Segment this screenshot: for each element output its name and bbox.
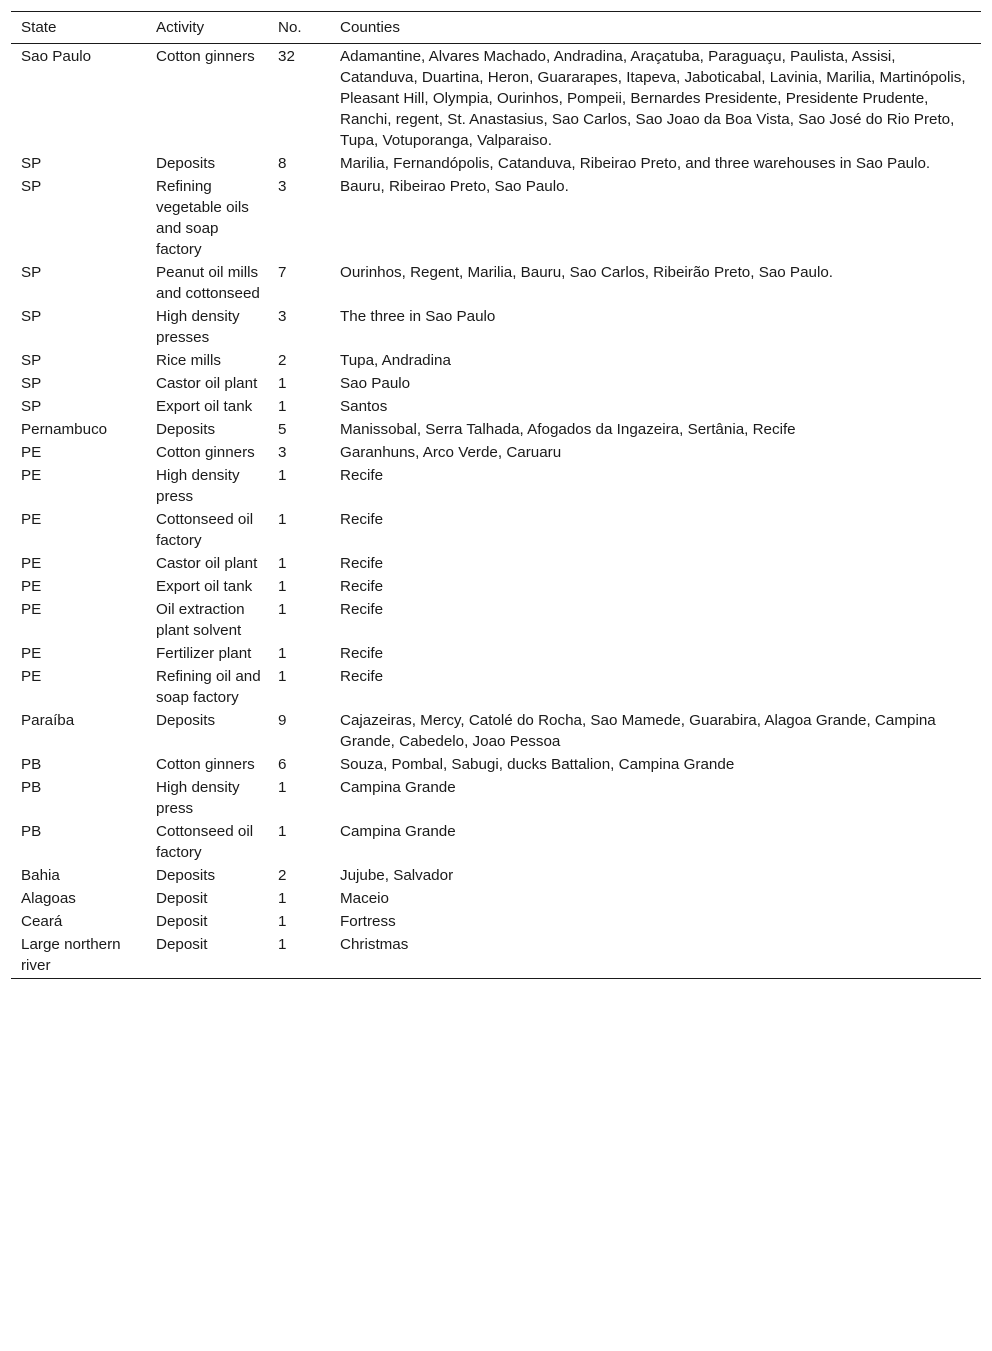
cell-state: Sao Paulo (21, 48, 92, 65)
cell-counties: Recife (340, 601, 384, 618)
cell-counties: Christmas (330, 933, 981, 979)
cell-state: SP (21, 375, 42, 392)
cell-counties: Marilia, Fernandópolis, Catanduva, Ribeirao Preto, and three warehouses in Sao Paulo. (340, 155, 931, 172)
cell-state: SP (21, 264, 42, 281)
cell-number: 6 (278, 756, 287, 773)
table-row (11, 175, 981, 261)
table-row (11, 910, 981, 933)
cell-activity: Cotton ginners (156, 444, 255, 461)
cell-state: PE (21, 578, 42, 595)
table-row (11, 753, 981, 776)
cell-counties: Campina Grande (340, 823, 456, 840)
cell-state: SP (21, 352, 42, 369)
header-row (11, 12, 981, 44)
table-row (11, 642, 981, 665)
cell-counties: Recife (340, 578, 384, 595)
table-header (11, 12, 981, 44)
cell-activity: High density presses (156, 308, 240, 346)
table-row (11, 933, 981, 979)
cell-activity: Deposits (156, 155, 216, 172)
cell-number: 5 (278, 421, 287, 438)
cell-state: PE (21, 668, 42, 685)
table-row (11, 552, 981, 575)
cell-activity: Deposit (156, 913, 208, 930)
cell-activity: High density press (156, 467, 240, 505)
cell-activity: Castor oil plant (156, 555, 258, 572)
cell-activity: Cottonseed oil factory (156, 823, 254, 861)
table-row (11, 508, 981, 552)
cell-number: 1 (278, 375, 287, 392)
cell-counties: Recife (340, 511, 384, 528)
cell-activity: Deposits (156, 867, 216, 884)
cell-number: 1 (278, 668, 287, 685)
cell-number: 1 (278, 890, 287, 907)
table-row (11, 598, 981, 642)
data-table (11, 11, 981, 979)
cell-counties: Tupa, Andradina (340, 352, 451, 369)
table-row (11, 441, 981, 464)
table-row (11, 864, 981, 887)
cell-state: PB (21, 756, 42, 773)
cell-counties: Maceio (340, 890, 389, 907)
cell-state: Bahia (21, 867, 60, 884)
cell-counties: The three in Sao Paulo (340, 308, 496, 325)
cell-number: 3 (278, 178, 287, 195)
cell-state: PE (21, 645, 42, 662)
cell-activity: Cottonseed oil factory (156, 511, 254, 549)
cell-counties: Campina Grande (340, 779, 456, 796)
table-row (11, 776, 981, 820)
cell-counties: Recife (340, 467, 384, 484)
cell-state: SP (21, 155, 42, 172)
cell-state: Alagoas (21, 890, 76, 907)
table-row (11, 395, 981, 418)
cell-number: 1 (278, 511, 287, 528)
cell-activity: Deposit (156, 890, 208, 907)
cell-state: PE (21, 511, 42, 528)
table-body (11, 44, 981, 979)
cell-state: SP (21, 308, 42, 325)
cell-number: 1 (278, 601, 287, 618)
header-counties: Counties (330, 12, 981, 44)
cell-activity: High density press (156, 779, 240, 817)
table-row (11, 575, 981, 598)
cell-state: SP (21, 398, 42, 415)
table-row (11, 349, 981, 372)
cell-counties: Garanhuns, Arco Verde, Caruaru (340, 444, 562, 461)
cell-counties: Adamantine, Alvares Machado, Andradina, Araçatuba, Paraguaçu, Paulista, Assisi, Catanduva, Duartina, Heron, Guararapes, Itapeva, Jaboticabal, Lavinia, Marilia, Martinópolis, Pleasant Hill, Olympia, Ourinhos, Pompeii, Bernardes Presidente, Presidente Prudente, Ranchi, regent, St. Anastasius, Sao Carlos, Sao Joao da Boa Vista, Sao José do Rio Preto, Tupa, Votuporanga, Valparaiso. (340, 48, 966, 149)
cell-state: Ceará (21, 913, 63, 930)
cell-counties: Recife (340, 668, 384, 685)
table-row (11, 261, 981, 305)
cell-number: 3 (278, 444, 287, 461)
cell-activity: Refining vegetable oils and soap factory (156, 178, 249, 258)
table-row (11, 152, 981, 175)
cell-activity: Castor oil plant (156, 375, 258, 392)
cell-number: 1 (278, 823, 287, 840)
cell-counties: Santos (340, 398, 388, 415)
table-row (11, 305, 981, 349)
cell-counties: Manissobal, Serra Talhada, Afogados da Ingazeira, Sertânia, Recife (340, 421, 796, 438)
cell-counties: Recife (340, 645, 384, 662)
cell-number: 1 (278, 398, 287, 415)
header-number: No. (268, 12, 330, 44)
cell-activity: Oil extraction plant solvent (156, 601, 245, 639)
cell-activity: Rice mills (156, 352, 221, 369)
table-row (11, 418, 981, 441)
cell-state: Paraíba (21, 712, 75, 729)
cell-counties: Recife (340, 555, 384, 572)
table-row (11, 887, 981, 910)
cell-state: PB (21, 779, 42, 796)
cell-state: PB (21, 823, 42, 840)
header-activity: Activity (146, 12, 268, 44)
header-state: State (11, 12, 146, 44)
cell-counties: Bauru, Ribeirao Preto, Sao Paulo. (340, 178, 569, 195)
cell-activity: Deposits (156, 421, 216, 438)
cell-state: SP (21, 178, 42, 195)
cell-number: 9 (278, 712, 287, 729)
cell-activity: Deposit (146, 933, 268, 979)
cell-number: 1 (278, 555, 287, 572)
cell-activity: Deposits (156, 712, 216, 729)
cell-counties: Sao Paulo (340, 375, 411, 392)
cell-state: PE (21, 555, 42, 572)
cell-number: 3 (278, 308, 287, 325)
cell-number: 32 (278, 48, 295, 65)
cell-number: 1 (268, 933, 330, 979)
cell-state: PE (21, 467, 42, 484)
cell-activity: Fertilizer plant (156, 645, 252, 662)
cell-counties: Jujube, Salvador (340, 867, 454, 884)
cell-activity: Cotton ginners (156, 48, 255, 65)
cell-state: Large northern river (11, 933, 146, 979)
cell-number: 1 (278, 913, 287, 930)
cell-counties: Fortress (340, 913, 396, 930)
cell-number: 2 (278, 867, 287, 884)
cell-state: PE (21, 444, 42, 461)
cell-number: 1 (278, 467, 287, 484)
cell-activity: Export oil tank (156, 398, 253, 415)
cell-number: 2 (278, 352, 287, 369)
cell-number: 7 (278, 264, 287, 281)
cell-counties: Souza, Pombal, Sabugi, ducks Battalion, Campina Grande (340, 756, 735, 773)
cell-number: 1 (278, 779, 287, 796)
cell-number: 1 (278, 578, 287, 595)
cell-counties: Cajazeiras, Mercy, Catolé do Rocha, Sao Mamede, Guarabira, Alagoa Grande, Campina Grande, Cabedelo, Joao Pessoa (340, 712, 936, 750)
table-row (11, 709, 981, 753)
table-row (11, 820, 981, 864)
table-row (11, 44, 981, 153)
cell-state: Pernambuco (21, 421, 108, 438)
cell-counties: Ourinhos, Regent, Marilia, Bauru, Sao Carlos, Ribeirão Preto, Sao Paulo. (340, 264, 834, 281)
table-row (11, 464, 981, 508)
cell-activity: Peanut oil mills and cottonseed (156, 264, 260, 302)
table-row (11, 665, 981, 709)
cell-state: PE (21, 601, 42, 618)
cell-activity: Cotton ginners (156, 756, 255, 773)
cell-activity: Refining oil and soap factory (156, 668, 261, 706)
table-row (11, 372, 981, 395)
cell-activity: Export oil tank (156, 578, 253, 595)
cell-number: 8 (278, 155, 287, 172)
cell-number: 1 (278, 645, 287, 662)
